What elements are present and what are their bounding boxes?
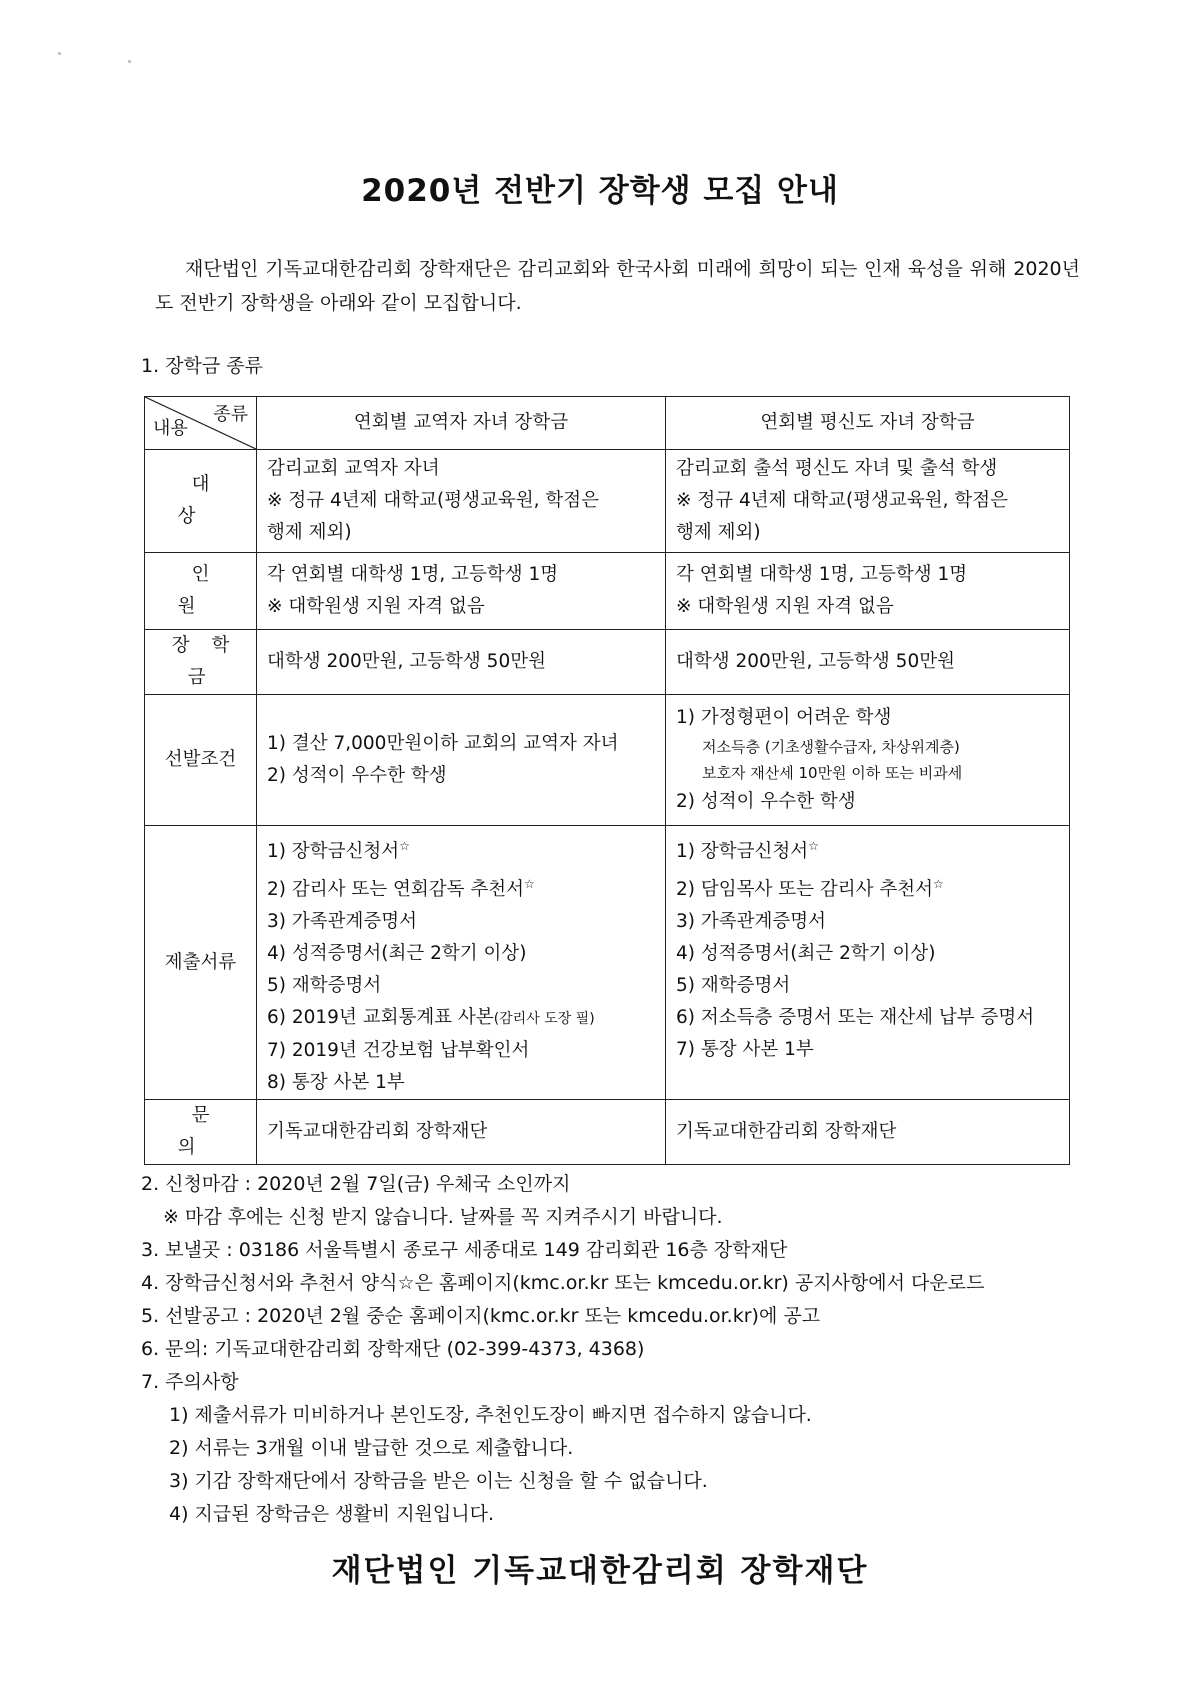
note-forms: 4. 장학금신청서와 추천서 양식☆은 홈페이지(kmc.or.kr 또는 kmcedu.or.kr) 공지사항에서 다운로드	[141, 1272, 985, 1294]
list-item: 3) 가족관계증명서	[267, 911, 417, 933]
note-deadline: 2. 신청마감 : 2020년 2월 7일(금) 우체국 소인까지	[141, 1173, 571, 1195]
corner-content-label: 내용	[153, 418, 188, 439]
note-address: 3. 보낼곳 : 03186 서울특별시 종로구 세종대로 149 감리회관 16층 장학재단	[141, 1239, 788, 1261]
section-1-heading: 1. 장학금 종류	[141, 355, 263, 377]
note-deadline-sub: ※ 마감 후에는 신청 받지 않습니다. 날짜를 꼭 지켜주시기 바랍니다.	[163, 1206, 723, 1228]
cell-contact-lay: 기독교대한감리회 장학재단	[666, 1100, 1070, 1165]
cell-target-lay: 감리교회 출석 평신도 자녀 및 출석 학생 ※ 정규 4년제 대학교(평생교육원, 학점은 행제 제외)	[666, 450, 1070, 553]
list-item: 4) 성적증명서(최근 2학기 이상)	[267, 943, 527, 965]
list-item: 2) 감리사 또는 연회감독 추천서☆	[267, 877, 535, 901]
scholarship-table	[144, 396, 1070, 1165]
column-header-lay: 연회별 평신도 자녀 장학금	[666, 397, 1070, 450]
note-inquiry: 6. 문의: 기독교대한감리회 장학재단 (02-399-4373, 4368)	[141, 1338, 645, 1360]
list-item: 1) 장학금신청서☆	[267, 839, 410, 863]
table-row-amount	[145, 630, 1070, 695]
list-item: 6) 저소득층 증명서 또는 재산세 납부 증명서	[676, 1007, 1035, 1029]
caution-item: 3) 기감 장학재단에서 장학금을 받은 이는 신청을 할 수 없습니다.	[169, 1470, 708, 1492]
table-header-row	[145, 397, 1070, 450]
cell-docs-clergy	[257, 826, 666, 1100]
table-row-criteria	[145, 695, 1070, 826]
list-item: 4) 성적증명서(최근 2학기 이상)	[676, 943, 936, 965]
document-title: 2020년 전반기 장학생 모집 안내	[361, 173, 839, 209]
caution-item: 4) 지급된 장학금은 생활비 지원입니다.	[169, 1503, 495, 1525]
scan-speck	[58, 52, 61, 55]
table-row-contact	[145, 1100, 1070, 1165]
cell-docs-lay	[666, 826, 1070, 1100]
table-row-target	[145, 450, 1070, 553]
row-head-contact: 문 의	[145, 1100, 257, 1165]
cell-count-lay: 각 연회별 대학생 1명, 고등학생 1명 ※ 대학원생 지원 자격 없음	[666, 553, 1070, 630]
list-item: 1) 장학금신청서☆	[676, 839, 819, 863]
cell-contact-clergy: 기독교대한감리회 장학재단	[257, 1100, 666, 1165]
cell-target-clergy: 감리교회 교역자 자녀 ※ 정규 4년제 대학교(평생교육원, 학점은 행제 제외)	[257, 450, 666, 553]
list-item: 2) 담임목사 또는 감리사 추천서☆	[676, 877, 944, 901]
table-row-count	[145, 553, 1070, 630]
table-row-docs	[145, 826, 1070, 1100]
list-item: 7) 통장 사본 1부	[676, 1039, 814, 1061]
note-cautions-heading: 7. 주의사항	[141, 1371, 239, 1393]
list-item: 5) 재학증명서	[267, 975, 382, 997]
intro-paragraph	[155, 252, 1080, 320]
row-head-target: 대 상	[145, 450, 257, 553]
caution-item: 1) 제출서류가 미비하거나 본인도장, 추천인도장이 빠지면 접수하지 않습니다.	[169, 1404, 812, 1426]
corner-cell	[145, 397, 257, 450]
cell-amount-clergy: 대학생 200만원, 고등학생 50만원	[257, 630, 666, 695]
caution-item: 2) 서류는 3개월 이내 발급한 것으로 제출합니다.	[169, 1437, 574, 1459]
foundation-signature: 재단법인 기독교대한감리회 장학재단	[331, 1553, 869, 1589]
cell-count-clergy: 각 연회별 대학생 1명, 고등학생 1명 ※ 대학원생 지원 자격 없음	[257, 553, 666, 630]
scan-speck	[128, 60, 131, 63]
row-head-count: 인 원	[145, 553, 257, 630]
corner-type-label: 종류	[213, 404, 248, 425]
column-header-clergy: 연회별 교역자 자녀 장학금	[257, 397, 666, 450]
notes-section	[141, 1168, 1101, 1531]
cell-criteria-lay: 1) 가정형편이 어려운 학생 저소득층 (기초생활수급자, 차상위계층) 보호자 재산세 10만원 이하 또는 비과세 2) 성적이 우수한 학생	[666, 695, 1070, 826]
list-item: 8) 통장 사본 1부	[267, 1072, 405, 1094]
row-head-criteria: 선발조건	[145, 695, 257, 826]
row-head-amount: 장 학 금	[145, 630, 257, 695]
list-item: 7) 2019년 건강보험 납부확인서	[267, 1040, 530, 1062]
list-item: 3) 가족관계증명서	[676, 911, 826, 933]
list-item: 6) 2019년 교회통계표 사본(감리사 도장 필)	[267, 1007, 595, 1029]
cell-amount-lay: 대학생 200만원, 고등학생 50만원	[666, 630, 1070, 695]
list-item: 5) 재학증명서	[676, 975, 791, 997]
note-announcement: 5. 선발공고 : 2020년 2월 중순 홈페이지(kmc.or.kr 또는 kmcedu.or.kr)에 공고	[141, 1305, 821, 1327]
cell-criteria-clergy: 1) 결산 7,000만원이하 교회의 교역자 자녀 2) 성적이 우수한 학생	[257, 695, 666, 826]
row-head-docs: 제출서류	[145, 826, 257, 1100]
intro-text: 재단법인 기독교대한감리회 장학재단은 감리교회와 한국사회 미래에 희망이 되는 인재 육성을 위해 2020년도 전반기 장학생을 아래와 같이 모집합니다.	[155, 258, 1080, 314]
